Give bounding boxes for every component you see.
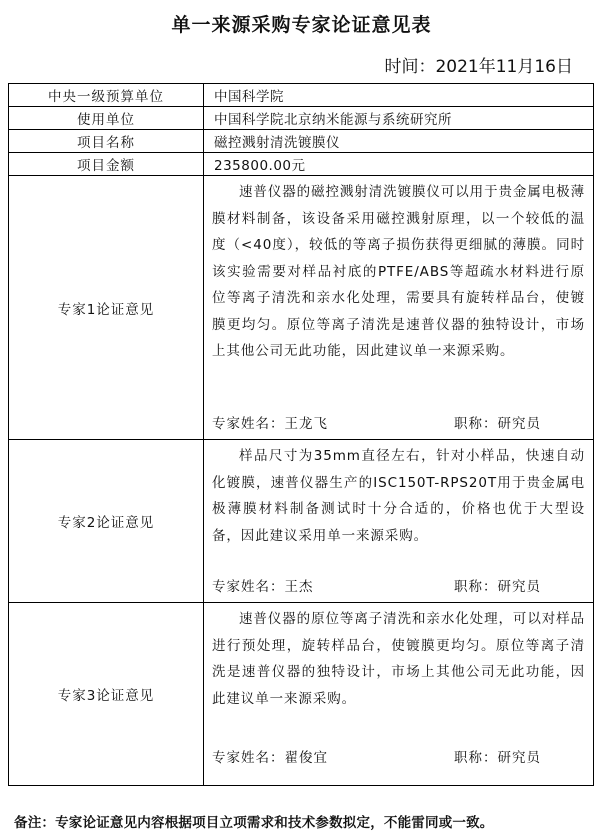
row-expert-2 [9, 440, 594, 603]
opinion-form-table [8, 83, 594, 786]
expert-2-opinion: 样品尺寸为35mm直径左右，针对小样品，快速自动化镀膜，速普仪器生产的ISC150T-RPS20T用于贵金属电极薄膜材料制备测试时十分合适的，价格也优于大型设备，因此建议采用单一来源采购。 [212, 448, 585, 544]
expert-1-name: 专家姓名：王龙飞 [212, 416, 328, 432]
project-amount-label: 项目金额 [9, 153, 204, 176]
user-unit-label: 使用单位 [9, 107, 204, 130]
expert-3-name: 专家姓名：翟俊宜 [212, 750, 328, 766]
expert-3-label: 专家3论证意见 [9, 603, 204, 786]
row-expert-1 [9, 176, 594, 440]
row-budget-unit [9, 84, 594, 107]
project-name-value: 磁控溅射清洗镀膜仪 [204, 130, 594, 153]
expert-3-signature [212, 747, 585, 769]
expert-1-title: 职称：研究员 [454, 416, 541, 432]
budget-unit-label: 中央一级预算单位 [9, 84, 204, 107]
expert-2-name: 专家姓名：王杰 [212, 579, 314, 595]
expert-3-title: 职称：研究员 [454, 750, 541, 766]
form-title: 单一来源采购专家论证意见表 [171, 14, 432, 36]
budget-unit-value: 中国科学院 [204, 84, 594, 107]
expert-2-title: 职称：研究员 [454, 579, 541, 595]
footnote: 备注：专家论证意见内容根据项目立项需求和技术参数拟定，不能雷同或一致。 [14, 815, 494, 831]
user-unit-value: 中国科学院北京纳米能源与系统研究所 [204, 107, 594, 130]
expert-1-opinion: 速普仪器的磁控溅射清洗镀膜仪可以用于贵金属电极薄膜材料制备，该设备采用磁控溅射原理，以一个较低的温度（<40度），较低的等离子损伤获得更细腻的薄膜。同时该实验需要对样品衬底的PTFE/ABS等超疏水材料进行原位等离子清洗和亲水化处理，需要具有旋转样品台，使镀膜更均匀。原位等离子清洗是速普仪器的独特设计，市场上其他公司无此功能，因此建议单一来源采购。 [212, 184, 585, 359]
expert-2-label: 专家2论证意见 [9, 440, 204, 603]
expert-1-signature [212, 413, 585, 435]
row-expert-3 [9, 603, 594, 786]
expert-1-opinion-cell [204, 176, 594, 440]
row-user-unit [9, 107, 594, 130]
expert-3-opinion-cell [204, 603, 594, 786]
project-amount-value: 235800.00元 [204, 153, 594, 176]
row-project-amount [9, 153, 594, 176]
expert-2-opinion-cell [204, 440, 594, 603]
expert-2-signature [212, 576, 585, 598]
row-project-name [9, 130, 594, 153]
expert-1-label: 专家1论证意见 [9, 176, 204, 440]
date-line: 时间：2021年11月16日 [384, 57, 573, 77]
project-name-label: 项目名称 [9, 130, 204, 153]
expert-3-opinion: 速普仪器的原位等离子清洗和亲水化处理，可以对样品进行预处理，旋转样品台，使镀膜更均匀。原位等离子清洗是速普仪器的独特设计，市场上其他公司无此功能，因此建议单一来源采购。 [212, 611, 585, 707]
